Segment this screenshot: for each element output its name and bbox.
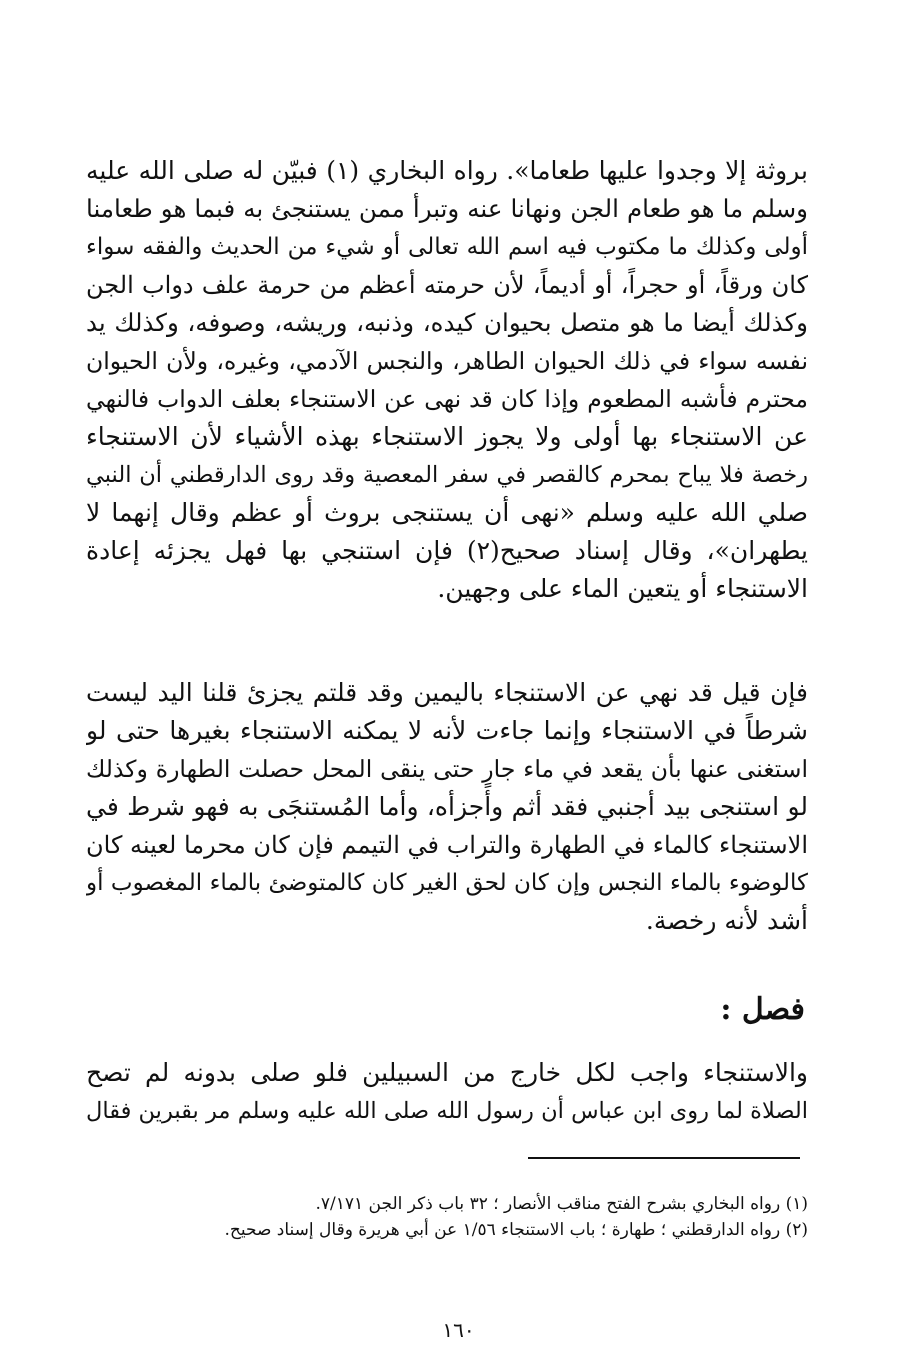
section-heading: فصل : (720, 992, 805, 1027)
text-line: محترم فأشبه المطعوم وإذا كان قد نهى عن الاستنجاء بعلف الدواب فالنهي (86, 385, 808, 413)
text-line: بروثة إلا وجدوا عليها طعاما». رواه البخاري (١) فبيّن له صلى الله عليه (86, 156, 808, 185)
text-line: رخصة فلا يباح بمحرم كالقصر في سفر المعصية وقد روى الدارقطني أن النبي (86, 462, 808, 488)
text-line: استغنى عنها بأن يقعد في ماء جارٍ حتى ينقى المحل حصلت الطهارة وكذلك (86, 755, 808, 783)
footnote: (٢) رواه الدارقطني ؛ طهارة ؛ باب الاستنجاء ١/٥٦ عن أبي هريرة وقال إسناد صحيح. (224, 1220, 808, 1240)
text-line: صلي الله عليه وسلم «نهى أن يستنجى بروث أو عظم وقال إنهما لا (86, 498, 808, 527)
text-line: أشد لأنه رخصة. (645, 906, 808, 935)
paragraph-1 (86, 152, 808, 608)
text-line: وكذلك أيضا ما هو متصل بحيوان كيده، وذنبه، وريشه، وصوفه، وكذلك يد (86, 308, 808, 337)
text-line: الصلاة لما روى ابن عباس أن رسول الله صلى الله عليه وسلم مر بقبرين فقال (86, 1098, 808, 1124)
text-line: والاستنجاء واجب لكل خارج من السبيلين فلو صلى بدونه لم تصح (86, 1058, 808, 1087)
text-line: لو استنجى بيد أجنبي فقد أثم وأجزأه، وأما المُستنجَى به فهو شرط في (86, 792, 808, 821)
text-line: فإن قيل قد نهي عن الاستنجاء باليمين وقد قلتم يجزئ قلنا اليد ليست (86, 678, 808, 707)
text-line: كالوضوء بالماء النجس وإن كان لحق الغير كان كالمتوضئ بالماء المغصوب أو (86, 870, 808, 896)
text-line: الاستنجاء كالماء في الطهارة والتراب في التيمم فإن كان محرما لعينه كان (86, 831, 808, 859)
footnote-divider (528, 1157, 800, 1159)
text-line: الاستنجاء أو يتعين الماء على وجهين. (437, 574, 808, 603)
text-line: وسلم ما هو طعام الجن ونهانا عنه وتبرأ ممن يستنجئ به فبما هو طعامنا (86, 194, 808, 223)
page-number: ١٦٠ (442, 1318, 475, 1342)
text-line: شرطاً في الاستنجاء وإنما جاءت لأنه لا يمكنه الاستنجاء بغيرها حتى لو (86, 716, 808, 745)
text-line: عن الاستنجاء بها أولى ولا يجوز الاستنجاء بهذه الأشياء لأن الاستنجاء (86, 422, 808, 451)
footnotes (120, 1191, 808, 1243)
text-line: كان ورقاً، أو حجراً، أو أديماً، لأن حرمته أعظم من حرمة علف دواب الجن (86, 271, 808, 299)
paragraph-3 (86, 1054, 808, 1130)
text-line: يطهران»، وقال إسناد صحيح(٢) فإن استنجي بها فهل يجزئه إعادة (86, 536, 808, 565)
footnote: (١) رواه البخاري بشرح الفتح مناقب الأنصار ؛ ٣٢ باب ذكر الجن ٧/١٧١. (315, 1194, 808, 1214)
text-line: نفسه سواء في ذلك الحيوان الطاهر، والنجس الآدمي، وغيره، ولأن الحيوان (86, 347, 808, 375)
text-line: أولى وكذلك ما مكتوب فيه اسم الله تعالى أو شيء من الحديث والفقه سواء (86, 234, 808, 260)
paragraph-2 (86, 674, 808, 940)
